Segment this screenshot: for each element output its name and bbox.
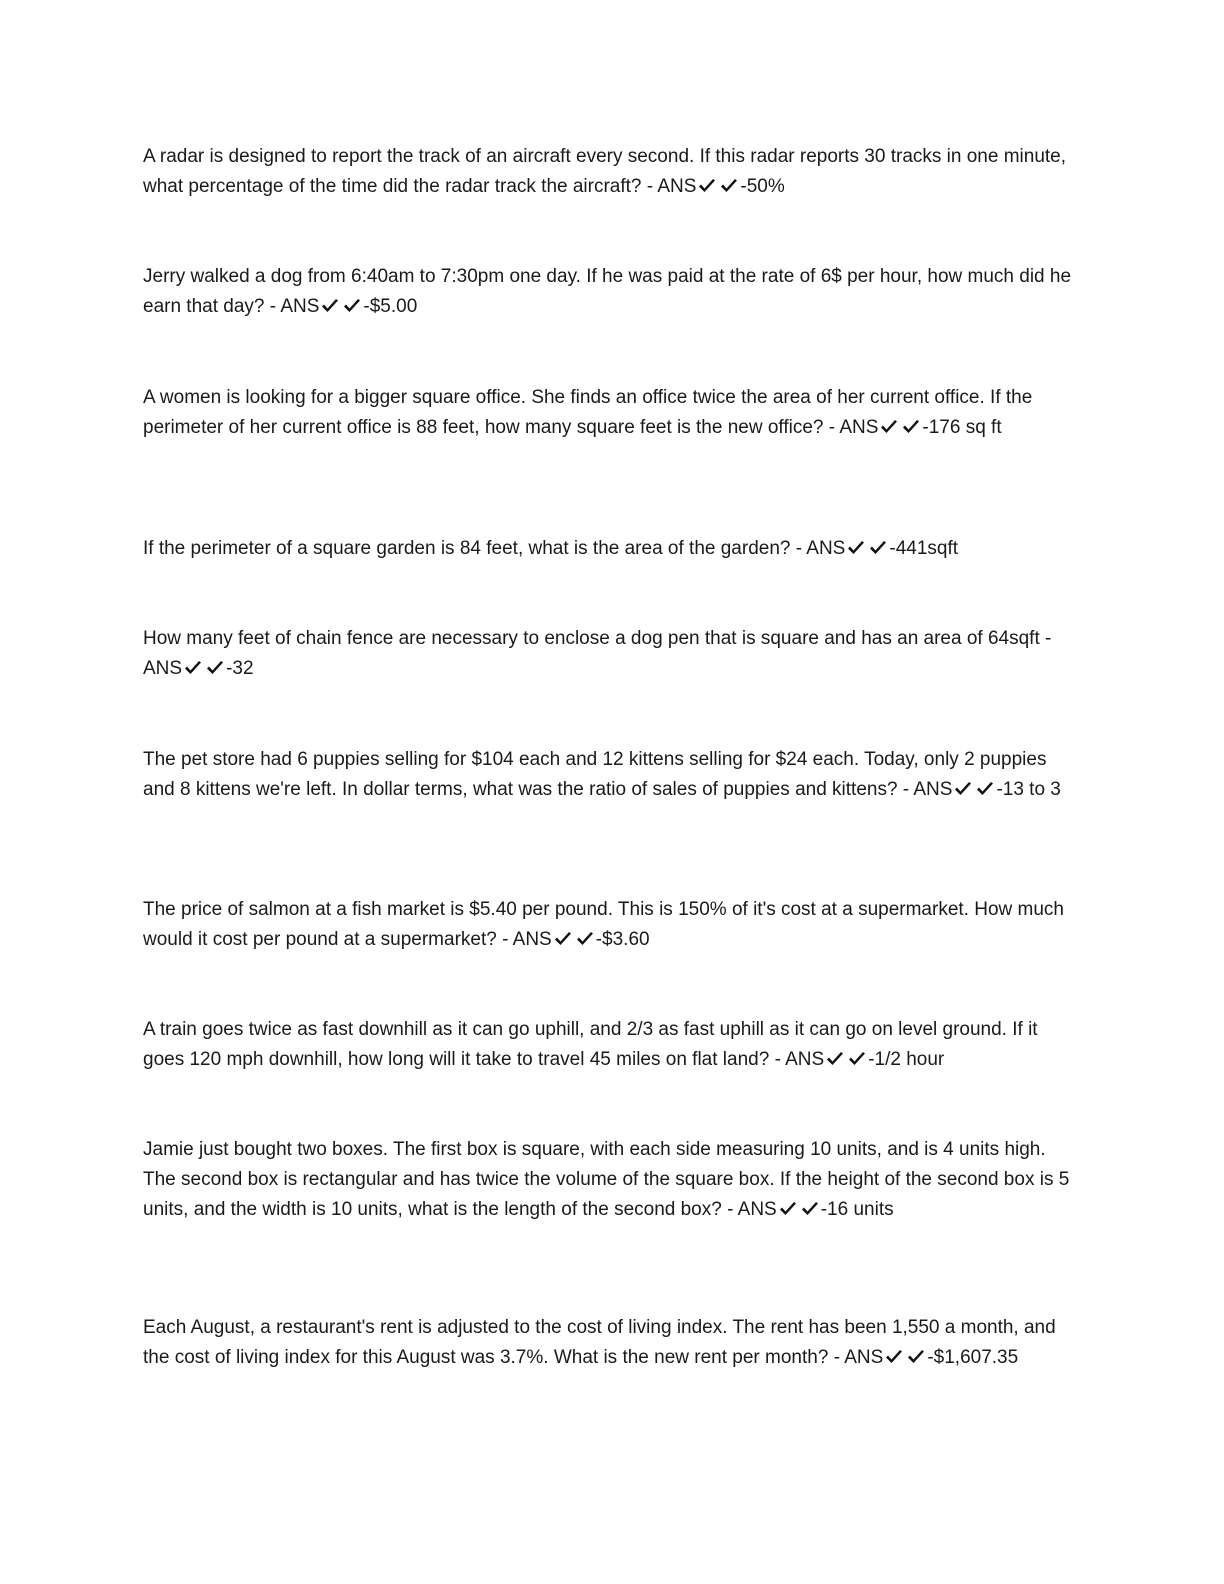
answer-text: -176 sq ft bbox=[922, 417, 1002, 438]
qa-item bbox=[143, 1015, 1083, 1075]
answer-text: -1/2 hour bbox=[868, 1049, 945, 1070]
question-text: Jerry walked a dog from 6:40am to 7:30pm one day. If he was paid at the rate of 6$ per hour, how much did he earn that day? - ANS bbox=[143, 266, 1072, 317]
qa-item bbox=[143, 1135, 1083, 1225]
answer-text: -16 units bbox=[820, 1199, 894, 1220]
answer-text: -$5.00 bbox=[363, 296, 418, 317]
check-icon bbox=[869, 540, 887, 556]
check-icon bbox=[184, 660, 202, 676]
question-text: The pet store had 6 puppies selling for $104 each and 12 kittens selling for $24 each. Today, only 2 puppies and 8 kittens we're left. In dollar terms, what was the ratio of sales of puppies and kittens? - ANS bbox=[143, 749, 1047, 800]
check-icon bbox=[321, 298, 339, 314]
question-text: A women is looking for a bigger square office. She finds an office twice the area of her current office. If the perimeter of her current office is 88 feet, how many square feet is the new office? - ANS bbox=[143, 387, 1033, 438]
check-icon bbox=[206, 660, 224, 676]
question-text: A radar is designed to report the track of an aircraft every second. If this radar reports 30 tracks in one minute, what percentage of the time did the radar track the aircraft? - ANS bbox=[143, 146, 1067, 197]
check-icon bbox=[907, 1349, 925, 1365]
answer-text: -$3.60 bbox=[595, 929, 650, 950]
qa-item bbox=[143, 534, 1083, 564]
check-icon bbox=[698, 178, 716, 194]
question-text: The price of salmon at a fish market is $5.40 per pound. This is 150% of it's cost at a supermarket. How much would it cost per pound at a supermarket? - ANS bbox=[143, 899, 1064, 950]
check-icon bbox=[954, 781, 972, 797]
question-text: If the perimeter of a square garden is 84 feet, what is the area of the garden? - ANS bbox=[143, 538, 846, 559]
check-icon bbox=[848, 1051, 866, 1067]
check-icon bbox=[343, 298, 361, 314]
check-icon bbox=[885, 1349, 903, 1365]
check-icon bbox=[880, 419, 898, 435]
qa-item bbox=[143, 624, 1083, 684]
qa-item bbox=[143, 1313, 1083, 1373]
check-icon bbox=[801, 1201, 819, 1217]
answer-text: -$1,607.35 bbox=[927, 1347, 1019, 1368]
question-text: A train goes twice as fast downhill as it can go uphill, and 2/3 as fast uphill as it can go on level ground. If it goes 120 mph downhill, how long will it take to travel 45 miles on flat land? - ANS bbox=[143, 1019, 1038, 1070]
check-icon bbox=[976, 781, 994, 797]
answer-text: -13 to 3 bbox=[996, 779, 1061, 800]
qa-item bbox=[143, 895, 1083, 955]
question-text: Jamie just bought two boxes. The first box is square, with each side measuring 10 units, and is 4 units high. The second box is rectangular and has twice the volume of the square box. If the height of the second box is 5 units, and the width is 10 units, what is the length of the second box? - ANS bbox=[143, 1139, 1070, 1220]
answer-text: -50% bbox=[740, 176, 785, 197]
qa-item bbox=[143, 745, 1083, 805]
check-icon bbox=[554, 931, 572, 947]
check-icon bbox=[902, 419, 920, 435]
answer-text: -32 bbox=[226, 658, 254, 679]
qa-item bbox=[143, 383, 1083, 443]
qa-item bbox=[143, 142, 1083, 202]
qa-item bbox=[143, 262, 1083, 322]
answer-text: -441sqft bbox=[889, 538, 959, 559]
check-icon bbox=[847, 540, 865, 556]
check-icon bbox=[826, 1051, 844, 1067]
question-text: How many feet of chain fence are necessary to enclose a dog pen that is square and has an area of 64sqft - ANS bbox=[143, 628, 1052, 679]
question-text: Each August, a restaurant's rent is adjusted to the cost of living index. The rent has been 1,550 a month, and the cost of living index for this August was 3.7%. What is the new rent per month? - ANS bbox=[143, 1317, 1056, 1368]
check-icon bbox=[779, 1201, 797, 1217]
check-icon bbox=[720, 178, 738, 194]
check-icon bbox=[576, 931, 594, 947]
